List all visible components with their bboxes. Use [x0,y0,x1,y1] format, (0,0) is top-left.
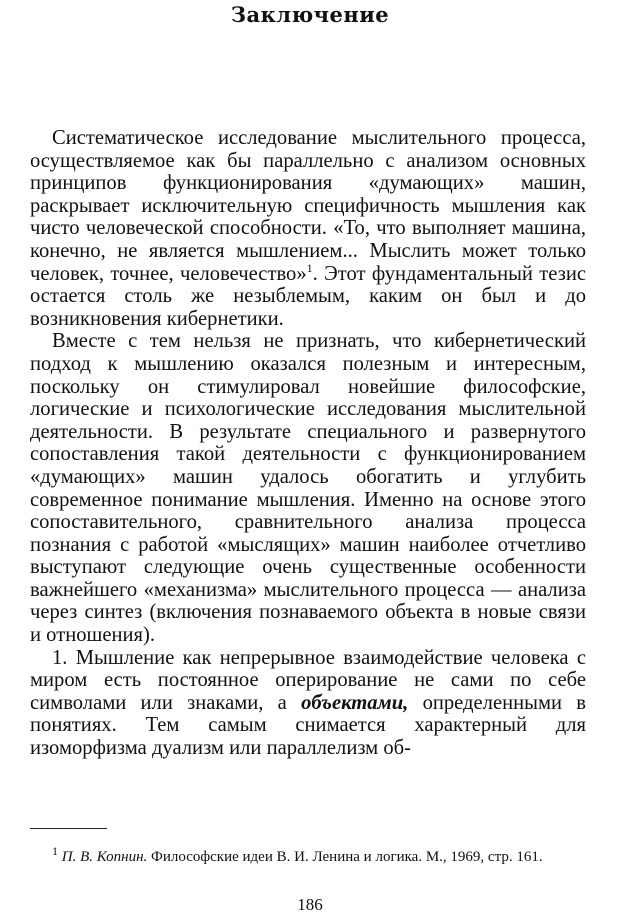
footnote-author: П. В. Копнин. [61,849,148,865]
page-number: 186 [297,895,323,914]
footnote-entry [30,844,586,868]
chapter-title: Заключение [230,2,390,27]
paragraph-3-text: 1. Мышление как непрерывное взаимодействие человека с миром есть постоянное оперирование не сами по себе символами или знаками, а [30,646,586,714]
paragraph-3 [30,647,586,760]
main-text [30,127,586,760]
footnote-text: Философские идеи В. И. Ленина и логика. М., 1969, стр. 161. [147,849,543,865]
paragraph-1-text: Систематическое исследование мыслительного процесса, осуществляемое как бы параллельно с анализом основных принципов функционирования «думающих» машин, раскрывает исключительную специфичность мышления как чисто человеческой способности. «То, что выполняет машина, конечно, не является мышлением... Мыслить может только человек, точнее, человечество» [30,127,586,285]
footnote [30,844,586,868]
paragraph-3-text-continued: определенными в понятиях. Тем самым снимается характерный для изоморфизма дуализм или параллелизм об- [30,691,586,760]
footnote-divider [30,828,107,829]
paragraph-1 [30,127,586,330]
emphasized-term: объектами, [301,691,409,714]
paragraph-1-text-continued: . Этот фундаментальный тезис остается столь же незыблемым, каким он был и до возникновения кибернетики. [30,262,586,330]
footnote-number: 1 [52,844,58,858]
paragraph-2: Вместе с тем нельзя не признать, что кибернетический подход к мышлению оказался полезным и интересным, поскольку он стимулировал новейшие философские, логические и психологические исследования мыслительной деятельности. В результате специального и развернутого сопоставления такой деятельности с функционированием «думающих» машин удалось обогатить и углубить современное понимание мышления. Именно на основе этого сопоставительного, сравнительного анализа процесса познания с работой «мыслящих» машин наиболее отчетливо выступают следующие очень существенные особенности важнейшего «механизма» мыслительного процесса — анализа через синтез (включения познаваемого объекта в новые связи и отношения). [30,330,586,647]
footnote-reference[interactable]: 1 [306,260,313,275]
